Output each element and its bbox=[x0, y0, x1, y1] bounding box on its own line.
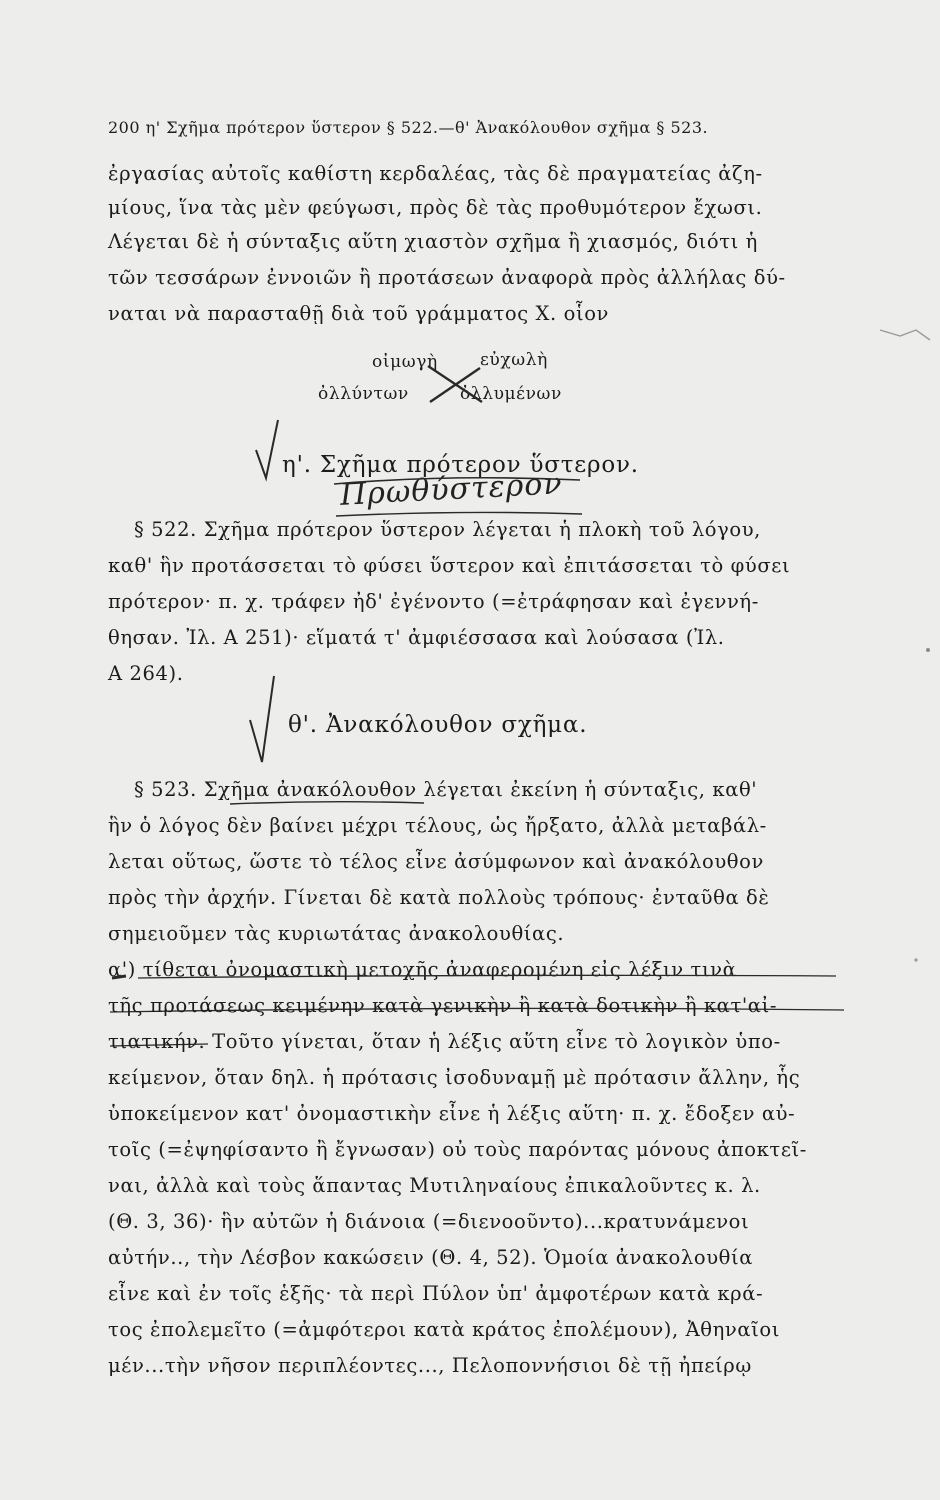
diagram-bottom-left: ὀλλύντων bbox=[318, 384, 409, 404]
text-line: τῶν τεσσάρων ἐννοιῶν ἢ προτάσεων ἀναφορὰ πρὸς ἀλλήλας δύ- bbox=[108, 266, 786, 289]
text-line: αὐτήν.., τὴν Λέσβον κακώσειν (Θ. 4, 52). Ὁμοία ἀνακολουθία bbox=[108, 1246, 754, 1269]
handwritten-note: Πρωθύστερον bbox=[339, 466, 564, 513]
diagram-bottom-right: ὀλλυμένων bbox=[460, 384, 562, 404]
text-line: ἐργασίας αὐτοῖς καθίστη κερδαλέας, τὰς δὲ πραγματείας ἀζη- bbox=[108, 162, 763, 185]
text-line: α') τίθεται ὀνομαστικὴ μετοχῆς ἀναφερομένη εἰς λέξιν τινὰ bbox=[108, 958, 737, 981]
checkmark-icon bbox=[252, 416, 282, 486]
text-line: ὑποκείμενον κατ' ὀνομαστικὴν εἶνε ἡ λέξις αὕτη· π. χ. ἔδοξεν αὐ- bbox=[108, 1102, 796, 1125]
text-line: τοῖς (=ἐψηφίσαντο ἢ ἔγνωσαν) οὐ τοὺς παρόντας μόνους ἀποκτεῖ- bbox=[108, 1138, 807, 1161]
text-line: § 523. Σχῆμα ἀνακόλουθον λέγεται ἐκείνη ἡ σύνταξις, καθ' bbox=[134, 778, 758, 801]
text-line: § 522. Σχῆμα πρότερον ὕστερον λέγεται ἡ πλοκὴ τοῦ λόγου, bbox=[134, 518, 761, 541]
text-line: Λέγεται δὲ ἡ σύνταξις αὕτη χιαστὸν σχῆμα ἢ χιασμός, διότι ἡ bbox=[108, 230, 758, 253]
text-line: καθ' ἣν προτάσσεται τὸ φύσει ὕστερον καὶ ἐπιτάσσεται τὸ φύσει bbox=[108, 554, 791, 577]
text-line: πρότερον· π. χ. τράφεν ἠδ' ἐγένοντο (=ἐτράφησαν καὶ ἐγεννή- bbox=[108, 590, 759, 613]
text-line: πρὸς τὴν ἀρχήν. Γίνεται δὲ κατὰ πολλοὺς τρόπους· ἐνταῦθα δὲ bbox=[108, 886, 770, 909]
pen-underline bbox=[228, 800, 428, 808]
text-line: τῆς προτάσεως κειμένην κατὰ γενικὴν ἢ κατὰ δοτικὴν ἢ κατ'αἰ- bbox=[108, 994, 778, 1017]
text-line: ναται νὰ παρασταθῇ διὰ τοῦ γράμματος Χ. οἷον bbox=[108, 302, 609, 325]
running-header: 200 η' Σχῆμα πρότερον ὕστερον § 522.—θ' Ἀνακόλουθον σχῆμα § 523. bbox=[108, 118, 709, 137]
text-line: θησαν. Ἰλ. Α 251)· εἵματά τ' ἀμφιέσσασα καὶ λούσασα (Ἰλ. bbox=[108, 626, 725, 649]
text-line: μίους, ἵνα τὰς μὲν φεύγωσι, πρὸς δὲ τὰς προθυμότερον ἔχωσι. bbox=[108, 196, 763, 219]
text-line: εἶνε καὶ ἐν τοῖς ἑξῆς· τὰ περὶ Πύλον ὑπ' ἀμφοτέρων κατὰ κρά- bbox=[108, 1282, 764, 1305]
text-line: Α 264). bbox=[108, 662, 184, 685]
text-line: ναι, ἀλλὰ καὶ τοὺς ἅπαντας Μυτιληναίους ἐπικαλοῦντες κ. λ. bbox=[108, 1174, 761, 1197]
text-line: μέν...τὴν νῆσον περιπλέοντες..., Πελοποννήσιοι δὲ τῇ ἠπείρῳ bbox=[108, 1354, 752, 1377]
text-line: τιατικήν. Τοῦτο γίνεται, ὅταν ἡ λέξις αὕτη εἶνε τὸ λογικὸν ὑπο- bbox=[108, 1030, 781, 1053]
text-line: λεται οὕτως, ὥστε τὸ τέλος εἶνε ἀσύμφωνον καὶ ἀνακόλουθον bbox=[108, 850, 764, 873]
diagram-top-left: οἰμωγὴ bbox=[372, 352, 438, 372]
checkmark-icon bbox=[246, 670, 280, 770]
text-line: (Θ. 3, 36)· ἣν αὐτῶν ἡ διάνοια (=διενοοῦντο)...κρατυνάμενοι bbox=[108, 1210, 750, 1233]
chiasmus-x-mark bbox=[420, 358, 490, 408]
text-line: σημειοῦμεν τὰς κυριωτάτας ἀνακολουθίας. bbox=[108, 922, 565, 945]
text-line: κείμενον, ὅταν δηλ. ἡ πρότασις ἰσοδυναμῇ μὲ πρότασιν ἄλλην, ἧς bbox=[108, 1066, 801, 1089]
text-line: ἣν ὁ λόγος δὲν βαίνει μέχρι τέλους, ὡς ἤρξατο, ἀλλὰ μεταβάλ- bbox=[108, 814, 767, 837]
diagram-top-right: εὐχωλὴ bbox=[480, 350, 548, 370]
section-523-heading: θ'. Ἀνακόλουθον σχῆμα. bbox=[288, 712, 588, 738]
section-522-heading: η'. Σχῆμα πρότερον ὕστερον. bbox=[282, 452, 639, 478]
text-line: τος ἐπολεμεῖτο (=ἀμφότεροι κατὰ κράτος ἐπολέμουν), Ἀθηναῖοι bbox=[108, 1318, 780, 1341]
